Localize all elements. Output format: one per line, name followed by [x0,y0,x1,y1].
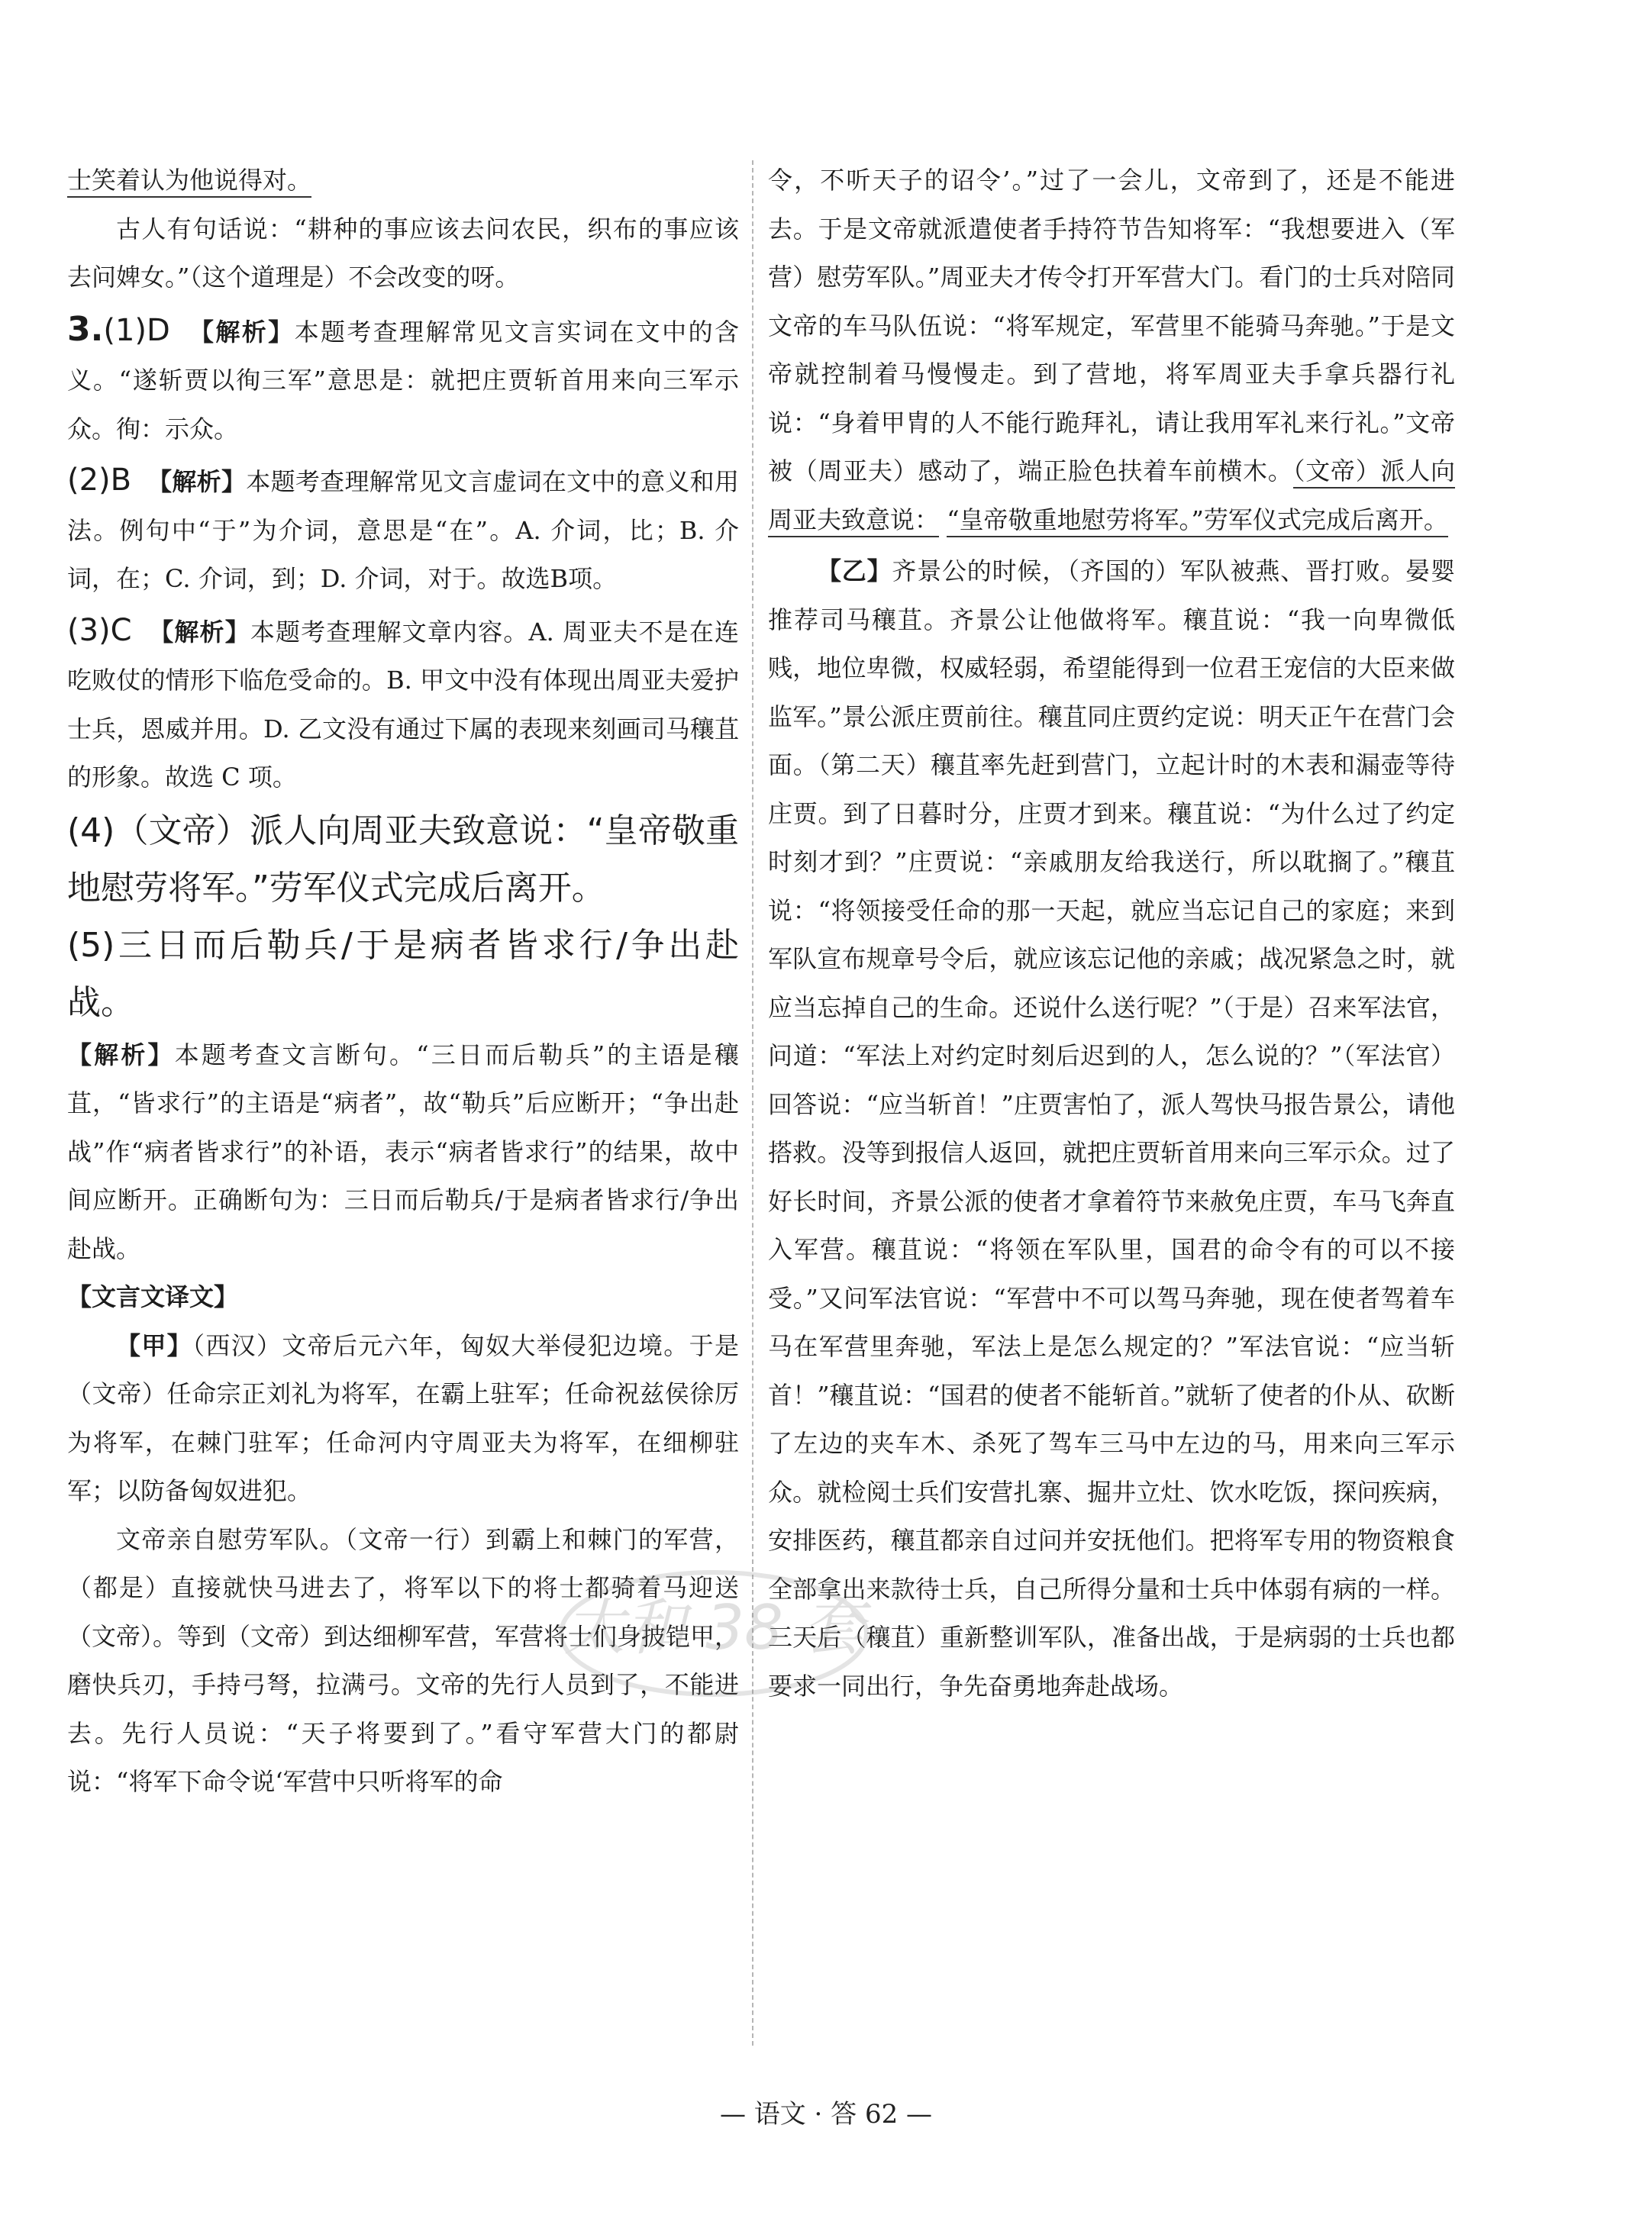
underlined-text: “皇帝敬重地慰劳将军。”劳军仪式完成后离开。 [947,505,1448,537]
paragraph-text: 令，不听天子的诏令’。”过了一会儿，文帝到了，还是不能进去。于是文帝就派遣使者手持符节告知将军：“我想要进入（军营）慰劳军队。”周亚夫才传令打开军营大门。看门的士兵对陪同文帝的车马队伍说：“将军规定，军营里不能骑马奔驰。”于是文帝就控制着马慢慢走。到了营地，将军周亚夫手拿兵器行礼说：“身着甲胄的人不能行跪拜礼，请让我用军礼来行礼。”文帝被（周亚夫）感动了，端正脸色扶着车前横木。 [768,166,1455,485]
yi-tag: 【乙】 [817,556,892,585]
translation-jia-p1 [67,1322,739,1516]
analysis-text: 本题考查理解文章内容。A. 周亚夫不是在连吃败仗的情形下临危受命的。B. 甲文中没有体现出周亚夫爱护士兵，恩威并用。D. 乙文没有通过下属的表现来刻画司马穰苴的形象。故选 C 项。 [67,617,739,792]
translation-yi [768,547,1455,1711]
question-3-answer-1 [67,305,739,454]
right-column [768,156,1455,1711]
left-column [67,156,739,1807]
jia-tag: 【甲】 [116,1330,192,1360]
underlined-text: （文帝）派人向周亚夫致意说： [768,456,1455,537]
analysis-tag: 【解析】 [67,1040,175,1069]
answer-label: (2)B [67,463,132,498]
underlined-text: 士笑着认为他说得对。 [67,166,311,198]
analysis-tag: 【解析】 [189,317,295,347]
paragraph-text: （西汉）文帝后元六年，匈奴大举侵犯边境。于是（文帝）任命宗正刘礼为将军，在霸上驻军；任命祝兹侯徐厉为将军，在棘门驻军；任命河内守周亚夫为将军，在细柳驻军；以防备匈奴进犯。 [67,1330,739,1505]
answer-label: (1)D [103,312,170,348]
analysis-text: 本题考查文言断句。“三日而后勒兵”的主语是穰苴，“皆求行”的主语是“病者”，故“勒兵”后应断开；“争出赴战”作“病者皆求行”的补语，表示“病者皆求行”的结果，故中间应断开。正确断句为：三日而后勒兵/于是病者皆求行/争出赴战。 [67,1040,739,1263]
translation-jia-cont [768,156,1455,544]
question-3-answer-5: (5)三日而后勒兵/于是病者皆求行/争出赴战。 [67,925,739,1022]
column-divider [752,160,753,2046]
section-title: 【文言文译文】 [67,1282,239,1311]
paragraph: 古人有句话说：“耕种的事应该去问农民，织布的事应该去问婢女。”（这个道理是）不会改变的呀。 [67,214,739,292]
paragraph [67,156,739,205]
analysis-text: 本题考查理解常见文言实词在文中的含义。“遂斩贾以徇三军”意思是：就把庄贾斩首用来向三军示众。徇：示众。 [67,317,739,443]
translation-jia-p2: 文帝亲自慰劳军队。（文帝一行）到霸上和棘门的军营，（都是）直接就快马进去了，将军以下的将士都骑着马迎送（文帝）。等到（文帝）到达细柳军营，军营将士们身披铠甲，磨快兵刃，手持弓弩，拉满弓。文帝的先行人员到了，不能进去。先行人员说：“天子将要到了。”看守军营大门的都尉说：“将军下命令说‘军营中只听将军的命 [67,1524,740,1796]
question-3-answer-4: (4)（文帝）派人向周亚夫致意说：“皇帝敬重地慰劳将军。”劳军仪式完成后离开。 [67,811,739,908]
analysis-tag: 【解析】 [149,617,250,647]
question-3-analysis-5 [67,1031,739,1274]
paragraph-text: 齐景公的时候，（齐国的）军队被燕、晋打败。晏婴推荐司马穰苴。齐景公让他做将军。穰苴说：“我一向卑微低贱，地位卑微，权威轻弱，希望能得到一位君王宠信的大臣来做监军。”景公派庄贾前往。穰苴同庄贾约定说：明天正午在营门会面。（第二天）穰苴率先赶到营门，立起计时的木表和漏壶等待庄贾。到了日暮时分，庄贾才到来。穰苴说：“为什么过了约定时刻才到？”庄贾说：“亲戚朋友给我送行，所以耽搁了。”穰苴说：“将领接受任命的那一天起，就应当忘记自己的家庭；来到军队宣布规章号令后，就应该忘记他的亲戚；战况紧急之时，就应当忘掉自己的生命。还说什么送行呢？”（于是）召来军法官，问道：“军法上对约定时刻后迟到的人，怎么说的？”（军法官）回答说：“应当斩首！”庄贾害怕了，派人驾快马报告景公，请他搭救。没等到报信人返回，就把庄贾斩首用来向三军示众。过了好长时间，齐景公派的使者才拿着符节来赦免庄贾，车马飞奔直入军营。穰苴说：“将领在军队里，国君的命令有的可以不接受。”又问军法官说：“军营中不可以驾马奔驰，现在使者驾着车马在军营里奔驰，军法上是怎么规定的？”军法官说：“应当斩首！”穰苴说：“国君的使者不能斩首。”就斩了使者的仆从、砍断了左边的夹车木、杀死了驾车三马中左边的马，用来向三军示众。就检阅士兵们安营扎寨、掘井立灶、饮水吃饭，探问疾病，安排医药，穰苴都亲自过问并安抚他们。把将军专用的物资粮食全部拿出来款待士兵，自己所得分量和士兵中体弱有病的一样。三天后（穰苴）重新整训军队，准备出战，于是病弱的士兵也都要求一同出行，争先奋勇地奔赴战场。 [768,556,1455,1701]
analysis-tag: 【解析】 [147,467,247,496]
question-3-answer-2 [67,456,739,604]
question-3-answer-3 [67,607,739,802]
analysis-text: 本题考查理解常见文言虚词在文中的意义和用法。例句中“于”为介词，意思是“在”。A. 介词，比；B. 介词，在；C. 介词，到；D. 介词，对于。故选B项。 [67,467,739,593]
page-footer: — 语文 · 答 62 — [719,2099,933,2130]
watermark-text: 太和 38 套 [563,1592,864,1663]
answer-label: (3)C [67,612,132,648]
question-number: 3. [67,309,104,349]
